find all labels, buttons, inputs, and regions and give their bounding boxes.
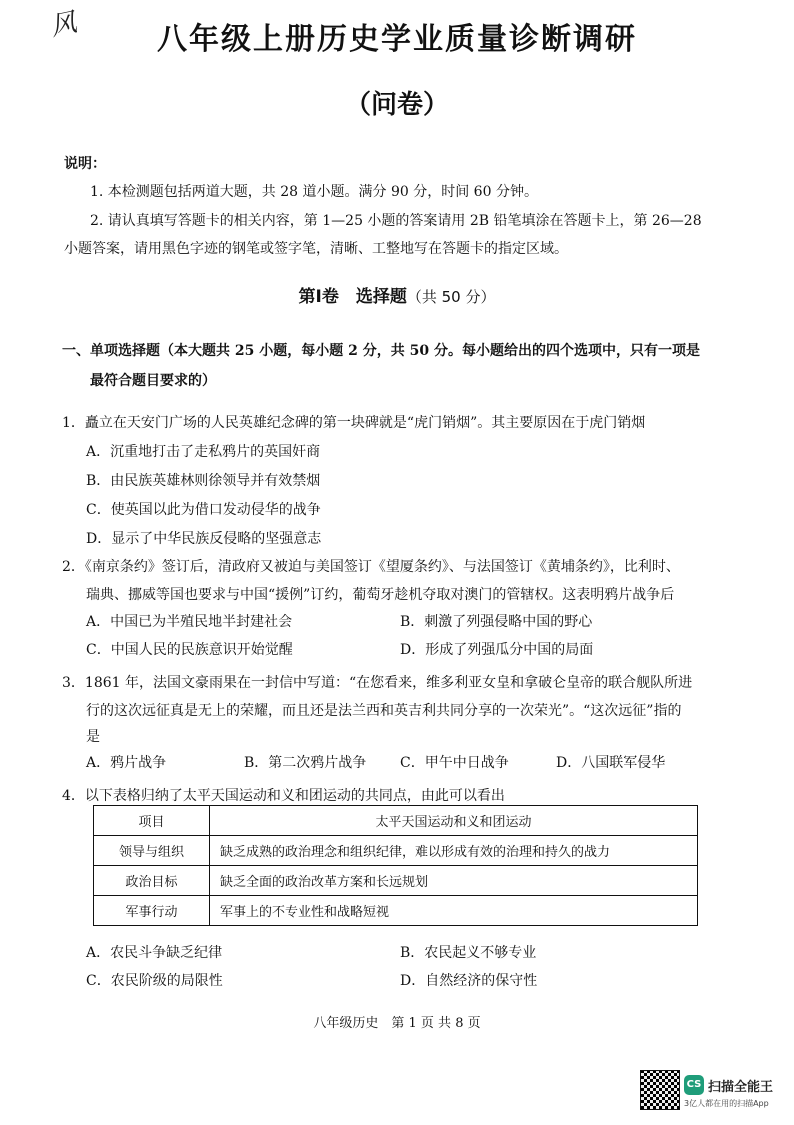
- q3-option-c: C．甲午中日战争: [400, 755, 509, 771]
- q3-option-d: D．八国联军侵华: [556, 755, 666, 771]
- camscanner-name: 扫描全能王: [708, 1080, 774, 1095]
- q4-option-b: B．农民起义不够专业: [400, 945, 537, 961]
- q1-option-d: D．显示了中华民族反侵略的坚强意志: [86, 531, 322, 547]
- table-row: [94, 866, 698, 896]
- section-1-heading-line1: 一、单项选择题（本大题共 25 小题，每小题 2 分，共 50 分。每小题给出的四个选项中，只有一项是: [62, 343, 700, 359]
- table-cell-value: 军事上的不专业性和战略短视: [210, 896, 698, 926]
- page-title: 八年级上册历史学业质量诊断调研: [157, 22, 637, 57]
- part-1-title: 第Ⅰ卷 选择题: [298, 287, 407, 307]
- table-header-item: 项目: [94, 806, 210, 836]
- page-subtitle: （问卷）: [344, 90, 449, 120]
- q1-stem: 1．矗立在天安门广场的人民英雄纪念碑的第一块碑就是“虎门销烟”。其主要原因在于虎门销烟: [62, 415, 646, 431]
- q3-option-b: B．第二次鸦片战争: [244, 755, 367, 771]
- part-1-heading: [0, 282, 794, 307]
- page-footer: 八年级历史 第 1 页 共 8 页: [313, 1016, 481, 1031]
- q3-stem-line2: 行的这次远征真是无上的荣耀，而且还是法兰西和英吉利共同分享的一次荣光”。“这次远征”指的: [86, 703, 682, 719]
- table-row: [94, 836, 698, 866]
- q2-option-b: B．刺激了列强侵略中国的野心: [400, 614, 593, 630]
- q4-comparison-table: [93, 805, 698, 926]
- table-cell-value: 缺乏全面的政治改革方案和长远规划: [210, 866, 698, 896]
- table-cell-value: 缺乏成熟的政治理念和组织纪律，难以形成有效的治理和持久的战力: [210, 836, 698, 866]
- q2-option-c: C．中国人民的民族意识开始觉醒: [86, 642, 293, 658]
- part-1-score: （共 50 分）: [406, 288, 496, 306]
- section-1-heading-line2: 最符合题目要求的）: [90, 373, 216, 389]
- q1-option-b: B．由民族英雄林则徐领导并有效禁烟: [86, 473, 321, 489]
- table-cell-label: 军事行动: [94, 896, 210, 926]
- q2-stem-line1: 2．《南京条约》签订后，清政府又被迫与美国签订《望厦条约》、与法国签订《黄埔条约》，比利时、: [62, 559, 680, 575]
- q2-option-d: D．形成了列强瓜分中国的局面: [400, 642, 594, 658]
- table-header-row: [94, 806, 698, 836]
- camscanner-logo-icon: CS: [684, 1075, 704, 1095]
- instruction-2-line2: 小题答案，请用黑色字迹的钢笔或签字笔，清晰、工整地写在答题卡的指定区域。: [64, 241, 568, 257]
- q4-option-c: C．农民阶级的局限性: [86, 973, 223, 989]
- instruction-2-line1: 2. 请认真填写答题卡的相关内容，第 1—25 小题的答案请用 2B 铅笔填涂在答题卡上，第 26—28: [90, 213, 702, 229]
- q3-stem-line3: 是: [86, 729, 100, 745]
- q1-option-a: A．沉重地打击了走私鸦片的英国奸商: [86, 444, 321, 460]
- instructions-label: 说明：: [64, 156, 106, 172]
- q1-option-c: C．使英国以此为借口发动侵华的战争: [86, 502, 321, 518]
- table-row: [94, 896, 698, 926]
- q3-option-a: A．鸦片战争: [86, 755, 167, 771]
- handwritten-mark: 风: [47, 7, 80, 43]
- table-cell-label: 领导与组织: [94, 836, 210, 866]
- q3-stem-line1: 3．1861 年，法国文豪雨果在一封信中写道：“在您看来，维多利亚女皇和拿破仑皇帝的联合舰队所进: [62, 675, 693, 691]
- q2-option-a: A．中国已为半殖民地半封建社会: [86, 614, 293, 630]
- q4-stem: 4．以下表格归纳了太平天国运动和义和团运动的共同点，由此可以看出: [62, 788, 505, 804]
- q2-stem-line2: 瑞典、挪威等国也要求与中国“援例”订约，葡萄牙趁机夺取对澳门的管辖权。这表明鸦片战争后: [86, 587, 675, 603]
- instruction-1: 1. 本检测题包括两道大题，共 28 道小题。满分 90 分，时间 60 分钟。: [90, 184, 538, 200]
- camscanner-tagline: 3亿人都在用的扫描App: [684, 1099, 769, 1108]
- table-cell-label: 政治目标: [94, 866, 210, 896]
- qr-code-icon: [640, 1070, 680, 1110]
- q4-option-d: D．自然经济的保守性: [400, 973, 538, 989]
- table-header-content: 太平天国运动和义和团运动: [210, 806, 698, 836]
- q4-option-a: A．农民斗争缺乏纪律: [86, 945, 223, 961]
